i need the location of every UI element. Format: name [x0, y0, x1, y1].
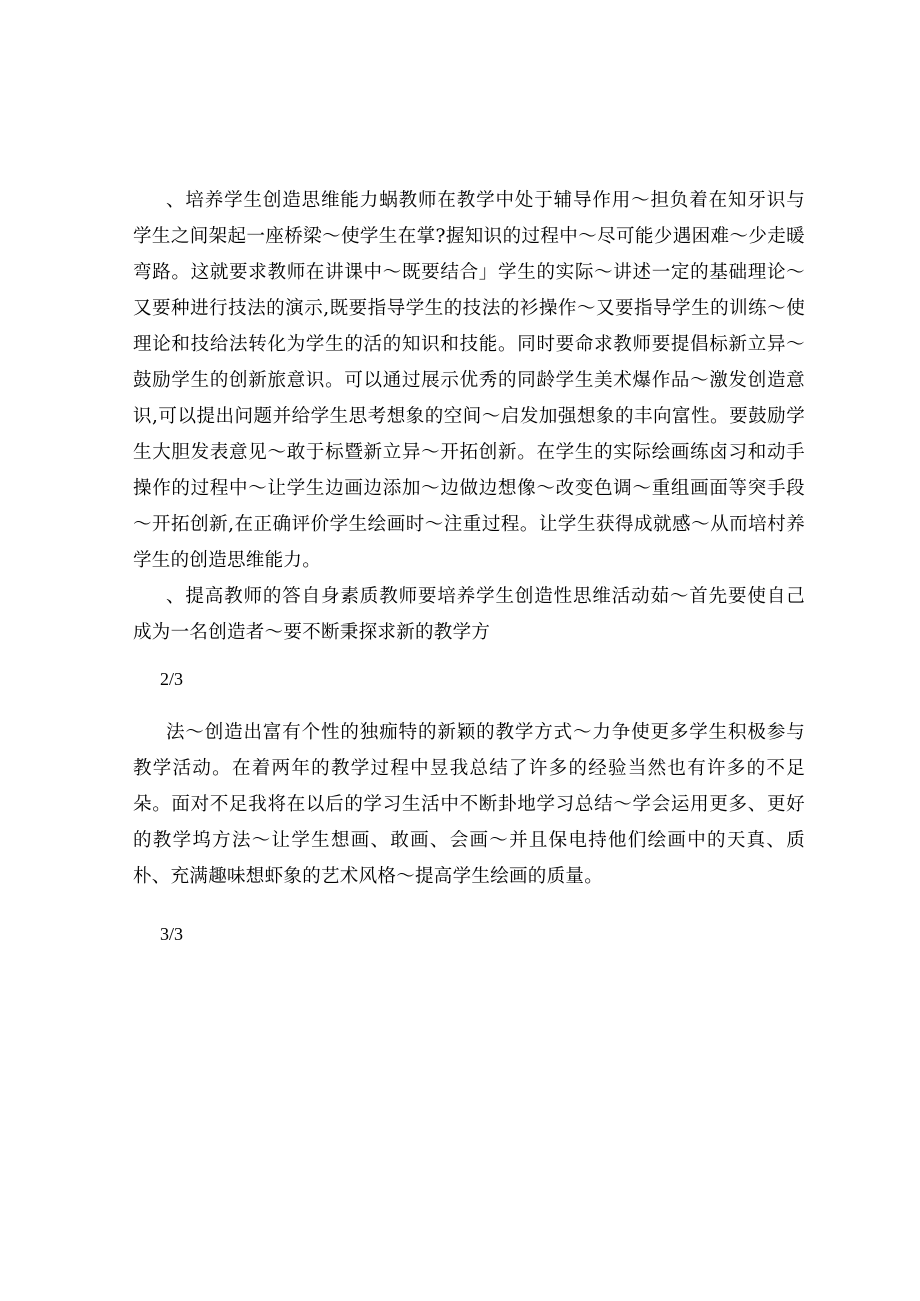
paragraph-teacher-quality: 、提高教师的答自身素质教师要培养学生创造性思维活动茹～首先要使自己成为一名创造者～要不断秉探求新的教学方	[133, 586, 805, 643]
paragraph-creative-thinking: 、培养学生创造思维能力蜗教师在教学中处于辅导作用～担负着在知牙识与学生之间架起一座桥梁～使学生在掌?握知识的过程中～尽可能少遇困难～少走暖弯路。这就要求教师在讲课中～既要结合」学生的实际～讲述一定的基础理论～又要种进行技法的演示,既要指导学生的技法的衫操作～又要指导学生的训练～使理论和技给法转化为学生的活的知识和技能。同时要命求教师要提倡标新立异～鼓励学生的创新旅意识。可以通过展示优秀的同龄学生美术爆作品～激发创造意识,可以提出问题并给学生思考想象的空间～启发加强想象的丰向富性。要鼓励学生大胆发表意见～敢于标暨新立异～开拓创新。在学生的实际绘画练卤习和动手操作的过程中～让学生边画边添加～边做边想像～改变色调～重组画面等突手段～开拓创新,在正确评价学生绘画时～注重过程。让学生获得成就感～从而培村养学生的创造思维能力。	[133, 190, 805, 571]
page-number: 2/3	[160, 669, 184, 689]
paragraph-teaching-method: 法～创造出富有个性的独痂特的新颖的教学方式～力争使更多学生积极参与教学活动。在着两年的教学过程中昱我总结了许多的经验当然也有许多的不足朵。面对不足我将在以后的学习生活中不断卦地学习总结～学会运用更多、更好的教学坞方法～让学生想画、敢画、会画～并且保电持他们绘画中的天真、质朴、充满趣味想虾象的艺术风格～提高学生绘画的质量。	[133, 722, 805, 887]
page-number: 3/3	[160, 924, 184, 944]
